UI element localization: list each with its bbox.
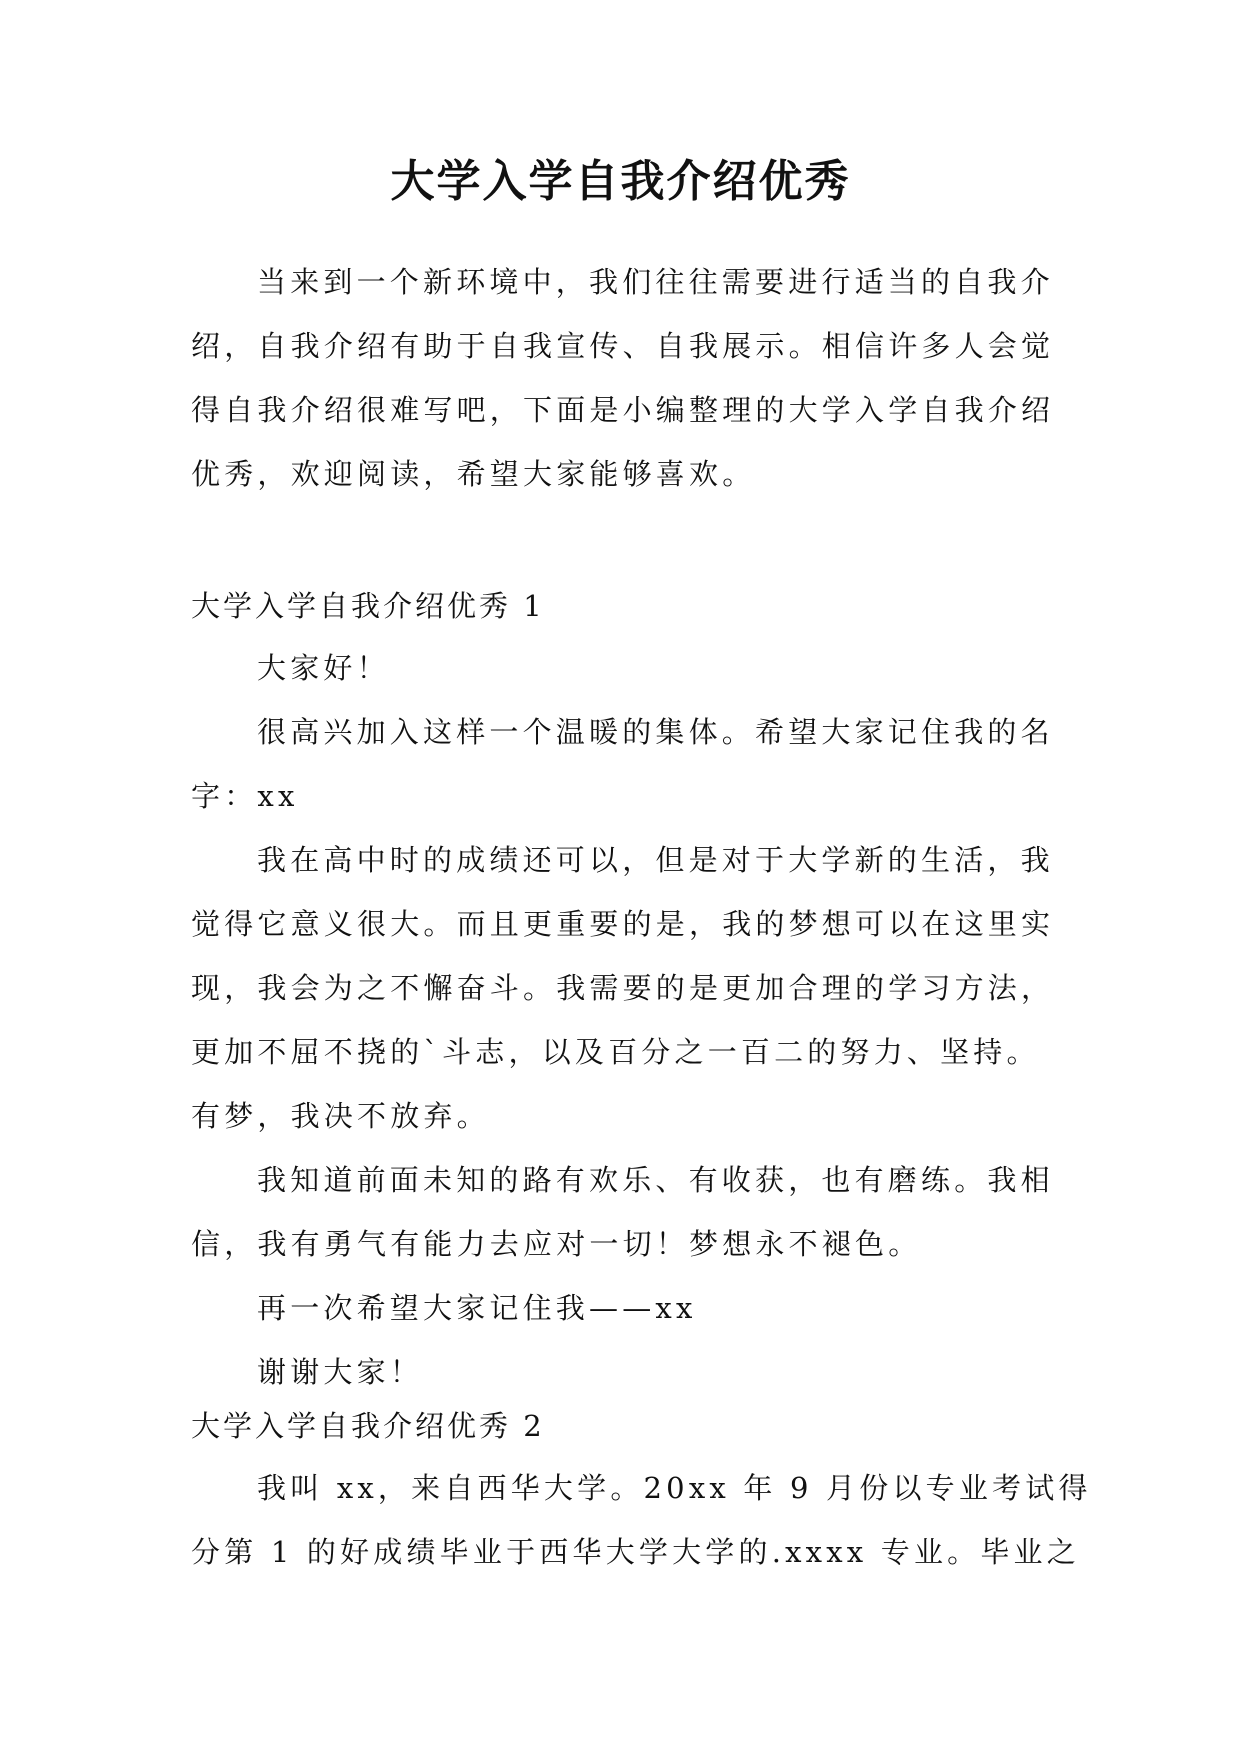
text-line: 更加不屈不挠的`斗志，以及百分之一百二的努力、坚持。 [191,1035,1040,1069]
section-1-body [191,636,1053,1404]
intro-paragraph [191,250,1053,506]
text-line: 大家好！ [257,651,390,685]
section-heading-2: 大学入学自我介绍优秀 2 [191,1409,545,1443]
text-line: 优秀，欢迎阅读，希望大家能够喜欢。 [191,457,756,491]
section-heading-1: 大学入学自我介绍优秀 1 [191,589,545,623]
text-line: 很高兴加入这样一个温暖的集体。希望大家记住我的名 [257,715,1054,749]
text-line: 当来到一个新环境中，我们往往需要进行适当的自我介 [257,265,1054,299]
text-line: 再一次希望大家记住我——xx [257,1291,697,1325]
text-line: 我在高中时的成绩还可以，但是对于大学新的生活，我 [257,843,1054,877]
text-line: 信，我有勇气有能力去应对一切！梦想永不褪色。 [191,1227,922,1261]
text-line: 我叫 xx，来自西华大学。20xx 年 9 月份以专业考试得 [257,1471,1092,1505]
text-line: 字：xx [191,779,299,813]
text-line: 谢谢大家！ [257,1355,424,1389]
text-line: 得自我介绍很难写吧，下面是小编整理的大学入学自我介绍 [191,393,1055,427]
text-line: 我知道前面未知的路有欢乐、有收获，也有磨练。我相 [257,1163,1054,1197]
section-2-body [191,1456,1092,1584]
text-line: 有梦，我决不放弃。 [191,1099,490,1133]
text-line: 绍，自我介绍有助于自我宣传、自我展示。相信许多人会觉 [191,329,1055,363]
text-line: 现，我会为之不懈奋斗。我需要的是更加合理的学习方法， [191,971,1055,1005]
text-line: 分第 1 的好成绩毕业于西华大学大学的.xxxx 专业。毕业之 [191,1535,1080,1569]
page-title: 大学入学自我介绍优秀 [390,156,851,207]
text-line: 觉得它意义很大。而且更重要的是，我的梦想可以在这里实 [191,907,1055,941]
